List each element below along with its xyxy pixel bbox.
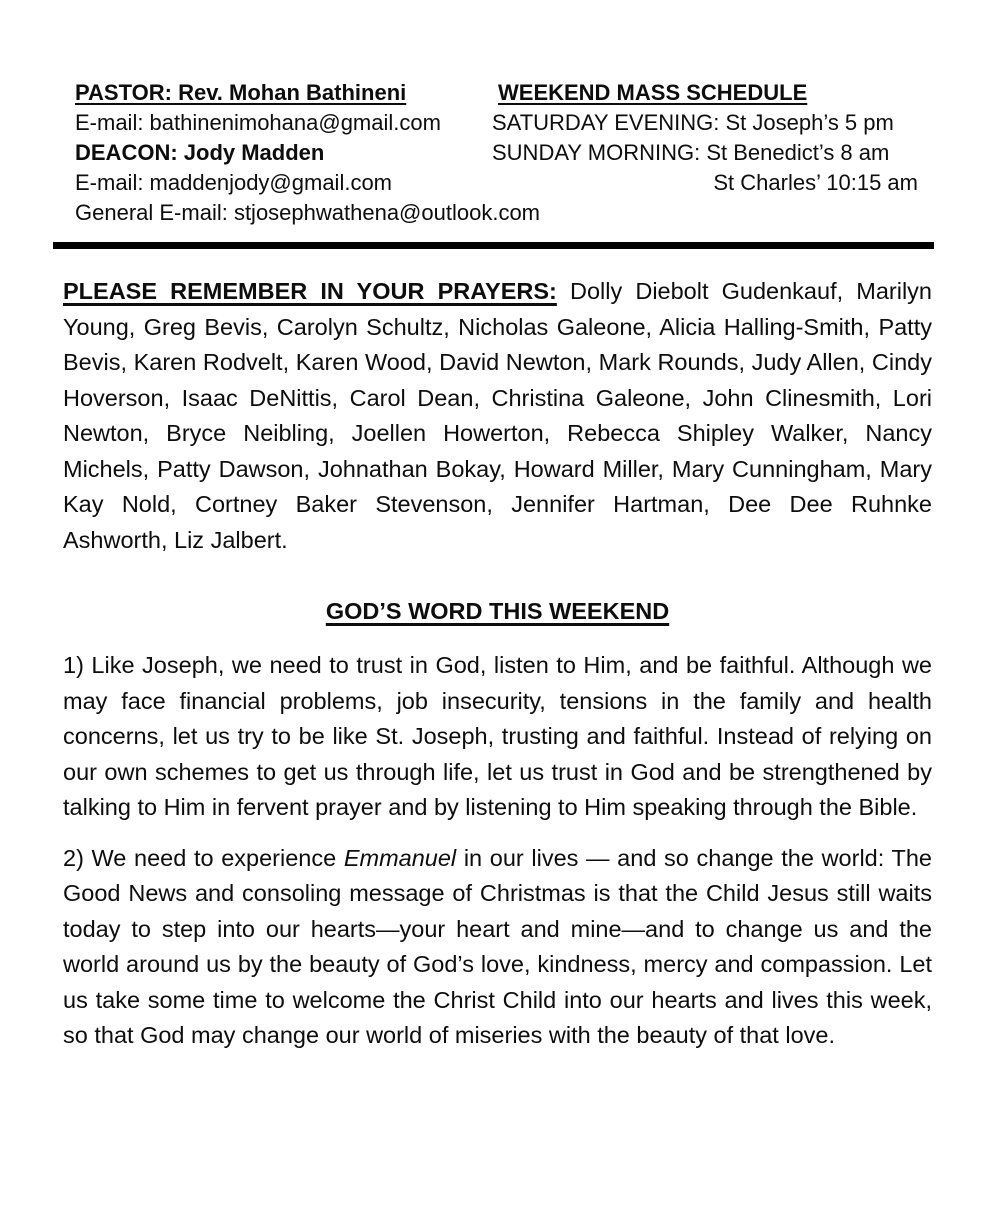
gods-word-paragraph-2	[63, 841, 932, 1054]
header-empty-cell	[540, 198, 932, 228]
deacon-name-line: DEACON: Jody Madden	[75, 140, 325, 165]
prayers-names: Dolly Diebolt Gudenkauf, Marilyn Young, Greg Bevis, Carolyn Schultz, Nicholas Galeone, Alicia Halling-Smith, Patty Bevis, Karen Rodvelt, Karen Wood, David Newton, Mark Rounds, Judy Allen, Cindy Hoverson, Isaac DeNittis, Carol Dean, Christina Galeone, John Clinesmith, Lori Newton, Bryce Neibling, Joellen Howerton, Rebecca Shipley Walker, Nancy Michels, Patty Dawson, Johnathan Bokay, Howard Miller, Mary Cunningham, Mary Kay Nold, Cortney Baker Stevenson, Jennifer Hartman, Dee Dee Ruhnke Ashworth, Liz Jalbert.	[63, 278, 932, 553]
prayers-paragraph	[63, 274, 932, 558]
header-row-4	[75, 168, 932, 198]
divider-rule	[53, 242, 934, 249]
gods-word-heading-text: GOD’S WORD THIS WEEKEND	[325, 598, 670, 624]
header-row-1	[75, 78, 932, 108]
header-row-3	[75, 138, 932, 168]
gods-word-paragraph-1: 1) Like Joseph, we need to trust in God, listen to Him, and be faithful. Although we may face financial problems, job insecurity, tensions in the family and health concerns, let us try to be like St. Joseph, trusting and faithful. Instead of relying on our own schemes to get us through life, let us trust in God and be strengthened by talking to Him in fervent prayer and by listening to Him speaking through the Bible.	[63, 652, 932, 820]
contact-header	[63, 78, 932, 228]
mass-schedule-title: WEEKEND MASS SCHEDULE	[498, 80, 808, 105]
general-email: General E-mail: stjosephwathena@outlook.com	[75, 200, 541, 225]
sunday-mass-line-2: St Charles’ 10:15 am	[713, 170, 918, 195]
saturday-mass-line: SATURDAY EVENING: St Joseph’s 5 pm	[492, 110, 894, 135]
prayers-lead: PLEASE REMEMBER IN YOUR PRAYERS:	[63, 278, 557, 304]
p2-text-before: 2) We need to experience	[63, 844, 337, 871]
gods-word-heading	[63, 596, 932, 626]
pastor-name-line: PASTOR: Rev. Mohan Bathineni	[75, 80, 407, 105]
pastor-email: E-mail: bathinenimohana@gmail.com	[75, 110, 441, 135]
deacon-email: E-mail: maddenjody@gmail.com	[75, 170, 393, 195]
header-row-5	[75, 198, 932, 228]
header-row-2	[75, 108, 932, 138]
emmanuel-italic: Emmanuel	[343, 844, 457, 871]
sunday-mass-line: SUNDAY MORNING: St Benedict’s 8 am	[492, 140, 890, 165]
p2-text-after: in our lives — and so change the world: The Good News and consoling message of Christmas is that the Child Jesus still waits today to step into our hearts—your heart and mine—and to change us and the world around us by the beauty of God’s love, kindness, mercy and compassion. Let us take some time to welcome the Christ Child into our hearts and lives this week, so that God may change our world of miseries with the beauty of that love.	[63, 844, 932, 1048]
